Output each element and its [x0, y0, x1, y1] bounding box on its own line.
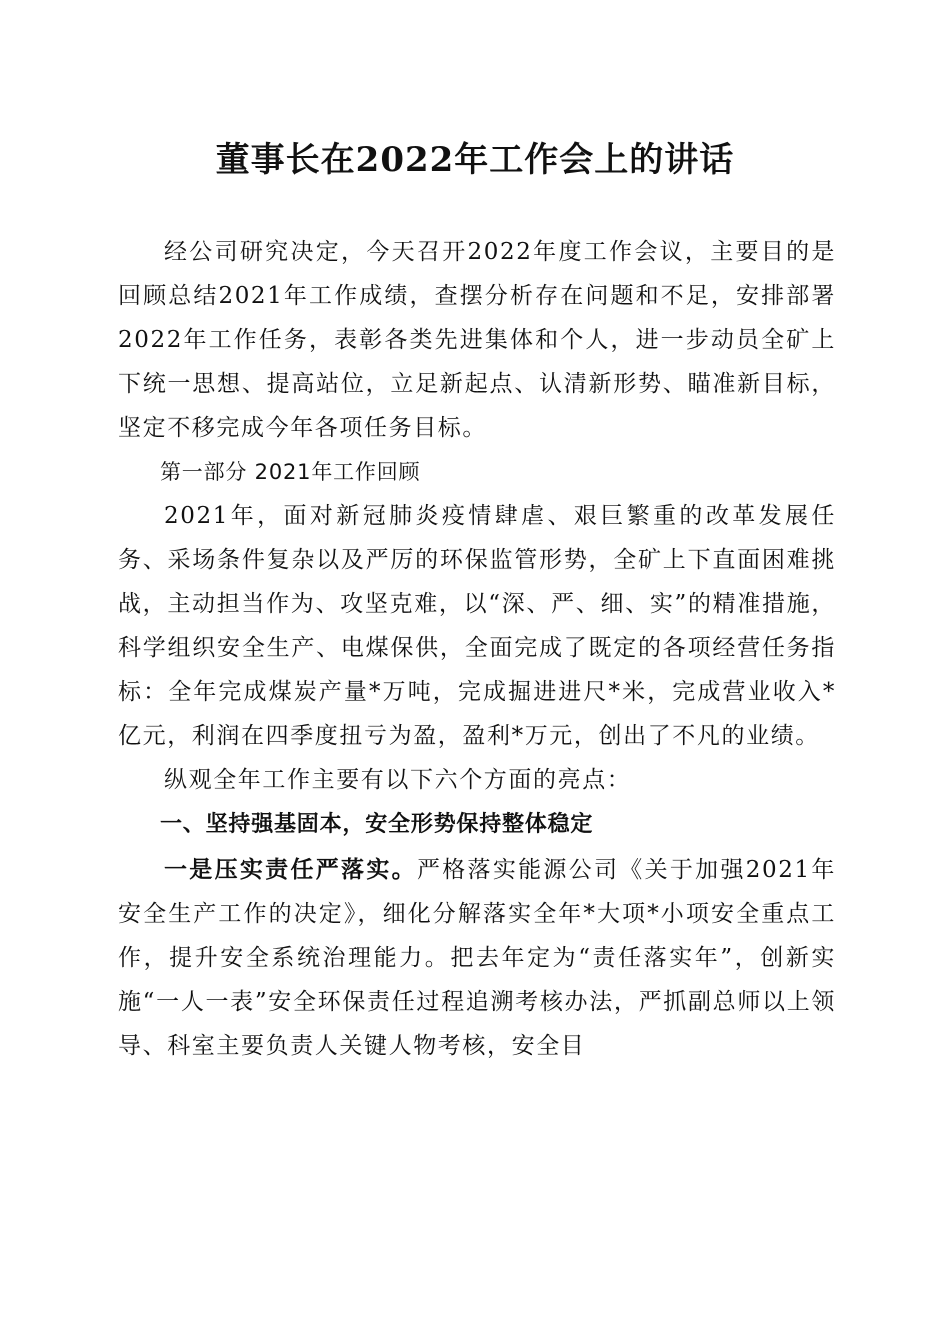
- part-one-heading: 第一部分 2021年工作回顾: [160, 460, 421, 484]
- point-one-text: 严格落实能源公司《关于加强2021年安全生产工作的决定》，细化分解落实全年*大项*小项安全重点工作，提升安全系统治理能力。把去年定为“责任落实年”，创新实施“一人一表”安全环保责任过程追溯考核办法，严抓副总师以上领导、科室主要负责人关键人物考核，安全目: [118, 857, 837, 1059]
- review-paragraph: 2021年，面对新冠肺炎疫情肆虐、艰巨繁重的改革发展任务、采场条件复杂以及严厉的环保监管形势，全矿上下直面困难挑战，主动担当作为、攻坚克难，以“深、严、细、实”的精准措施，科学组织安全生产、电煤保供，全面完成了既定的各项经营任务指标：全年完成煤炭产量*万吨，完成掘进进尺*米，完成营业收入*亿元，利润在四季度扭亏为盈，盈利*万元，创出了不凡的业绩。: [118, 503, 836, 749]
- highlights-paragraph: 纵观全年工作主要有以下六个方面的亮点：: [164, 767, 632, 793]
- intro-paragraph: 经公司研究决定，今天召开2022年度工作会议，主要目的是回顾总结2021年工作成绩，查摆分析存在问题和不足，安排部署2022年工作任务，表彰各类先进集体和个人，进一步动员全矿上下统一思想、提高站位，立足新起点、认清新形势、瞄准新目标，坚定不移完成今年各项任务目标。: [118, 239, 836, 441]
- document-body: [118, 230, 836, 1068]
- point-one-paragraph: [118, 848, 836, 1068]
- point-one-lead: 一是压实责任严落实。: [164, 857, 417, 883]
- document-title: 董事长在2022年工作会上的讲话: [215, 140, 735, 180]
- section-one-heading: 一、坚持强基固本，安全形势保持整体稳定: [160, 812, 594, 837]
